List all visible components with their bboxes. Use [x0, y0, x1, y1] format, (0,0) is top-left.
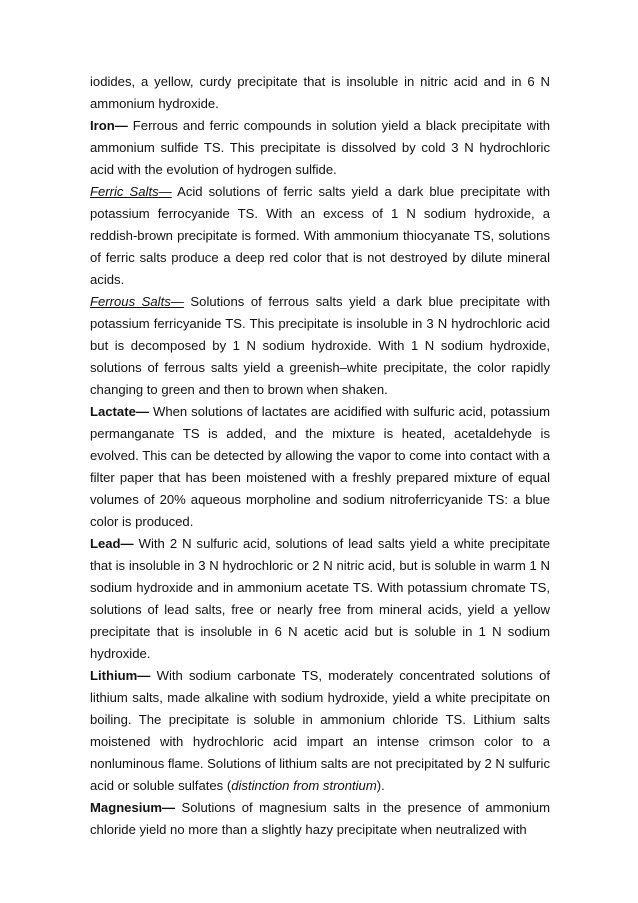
paragraph-iron: [90, 115, 550, 181]
heading-lithium: Lithium—: [90, 668, 151, 683]
paragraph-ferric-salts: [90, 181, 550, 291]
heading-ferrous-salts: Ferrous Salts—: [90, 294, 184, 309]
text-iron: Ferrous and ferric compounds in solution yield a black precipitate with ammonium sulfide TS. This precipitate is dissolved by cold 3 N hydrochloric acid with the evolution of hydrogen sulfide.: [90, 118, 550, 177]
text-lithium-italic: distinction from strontium: [231, 778, 377, 793]
text-ferrous-salts: Solutions of ferrous salts yield a dark blue precipitate with potassium ferricyanide TS. This precipitate is insoluble in 3 N hydrochloric acid but is decomposed by 1 N sodium hydroxide. With 1 N sodium hydroxide, solutions of ferrous salts yield a greenish–white precipitate, the color rapidly changing to green and then to brown when shaken.: [90, 294, 550, 397]
text-lithium-tail: ).: [376, 778, 385, 793]
text-lead: With 2 N sulfuric acid, solutions of lead salts yield a white precipitate that is insoluble in 3 N hydrochloric or 2 N nitric acid, but is soluble in warm 1 N sodium hydroxide and in ammonium acetate TS. With potassium chromate TS, solutions of lead salts, free or nearly free from mineral acids, yield a yellow precipitate that is insoluble in 6 N acetic acid but is soluble in 1 N sodium hydroxide.: [90, 536, 550, 661]
paragraph-lactate: [90, 401, 550, 533]
text-lithium: With sodium carbonate TS, moderately concentrated solutions of lithium salts, made alkaline with sodium hydroxide, yield a white precipitate on boiling. The precipitate is soluble in ammonium chloride TS. Lithium salts moistened with hydrochloric acid impart an intense crimson color to a nonluminous flame. Solutions of lithium salts are not precipitated by 2 N sulfuric acid or soluble sulfates (: [90, 668, 550, 793]
paragraph-iodides-continued: iodides, a yellow, curdy precipitate that is insoluble in nitric acid and in 6 N ammonium hydroxide.: [90, 74, 550, 111]
heading-lactate: Lactate—: [90, 404, 149, 419]
paragraph-magnesium: [90, 797, 550, 841]
heading-magnesium: Magnesium—: [90, 800, 176, 815]
paragraph-lithium: [90, 665, 550, 797]
text-lactate: When solutions of lactates are acidified with sulfuric acid, potassium permanganate TS is added, and the mixture is heated, acetaldehyde is evolved. This can be detected by allowing the vapor to come into contact with a filter paper that has been moistened with a freshly prepared mixture of equal volumes of 20% aqueous morpholine and sodium nitroferricyanide TS: a blue color is produced.: [90, 404, 550, 529]
document-page: [90, 71, 550, 841]
text-magnesium: Solutions of magnesium salts in the presence of ammonium chloride yield no more than a slightly hazy precipitate when neutralized with: [90, 800, 550, 837]
paragraph-ferrous-salts: [90, 291, 550, 401]
heading-ferric-salts: Ferric Salts—: [90, 184, 172, 199]
paragraph-lead: [90, 533, 550, 665]
heading-iron: Iron—: [90, 118, 128, 133]
heading-lead: Lead—: [90, 536, 134, 551]
text-ferric-salts: Acid solutions of ferric salts yield a dark blue precipitate with potassium ferrocyanide TS. With an excess of 1 N sodium hydroxide, a reddish-brown precipitate is formed. With ammonium thiocyanate TS, solutions of ferric salts produce a deep red color that is not destroyed by dilute mineral acids.: [90, 184, 550, 287]
